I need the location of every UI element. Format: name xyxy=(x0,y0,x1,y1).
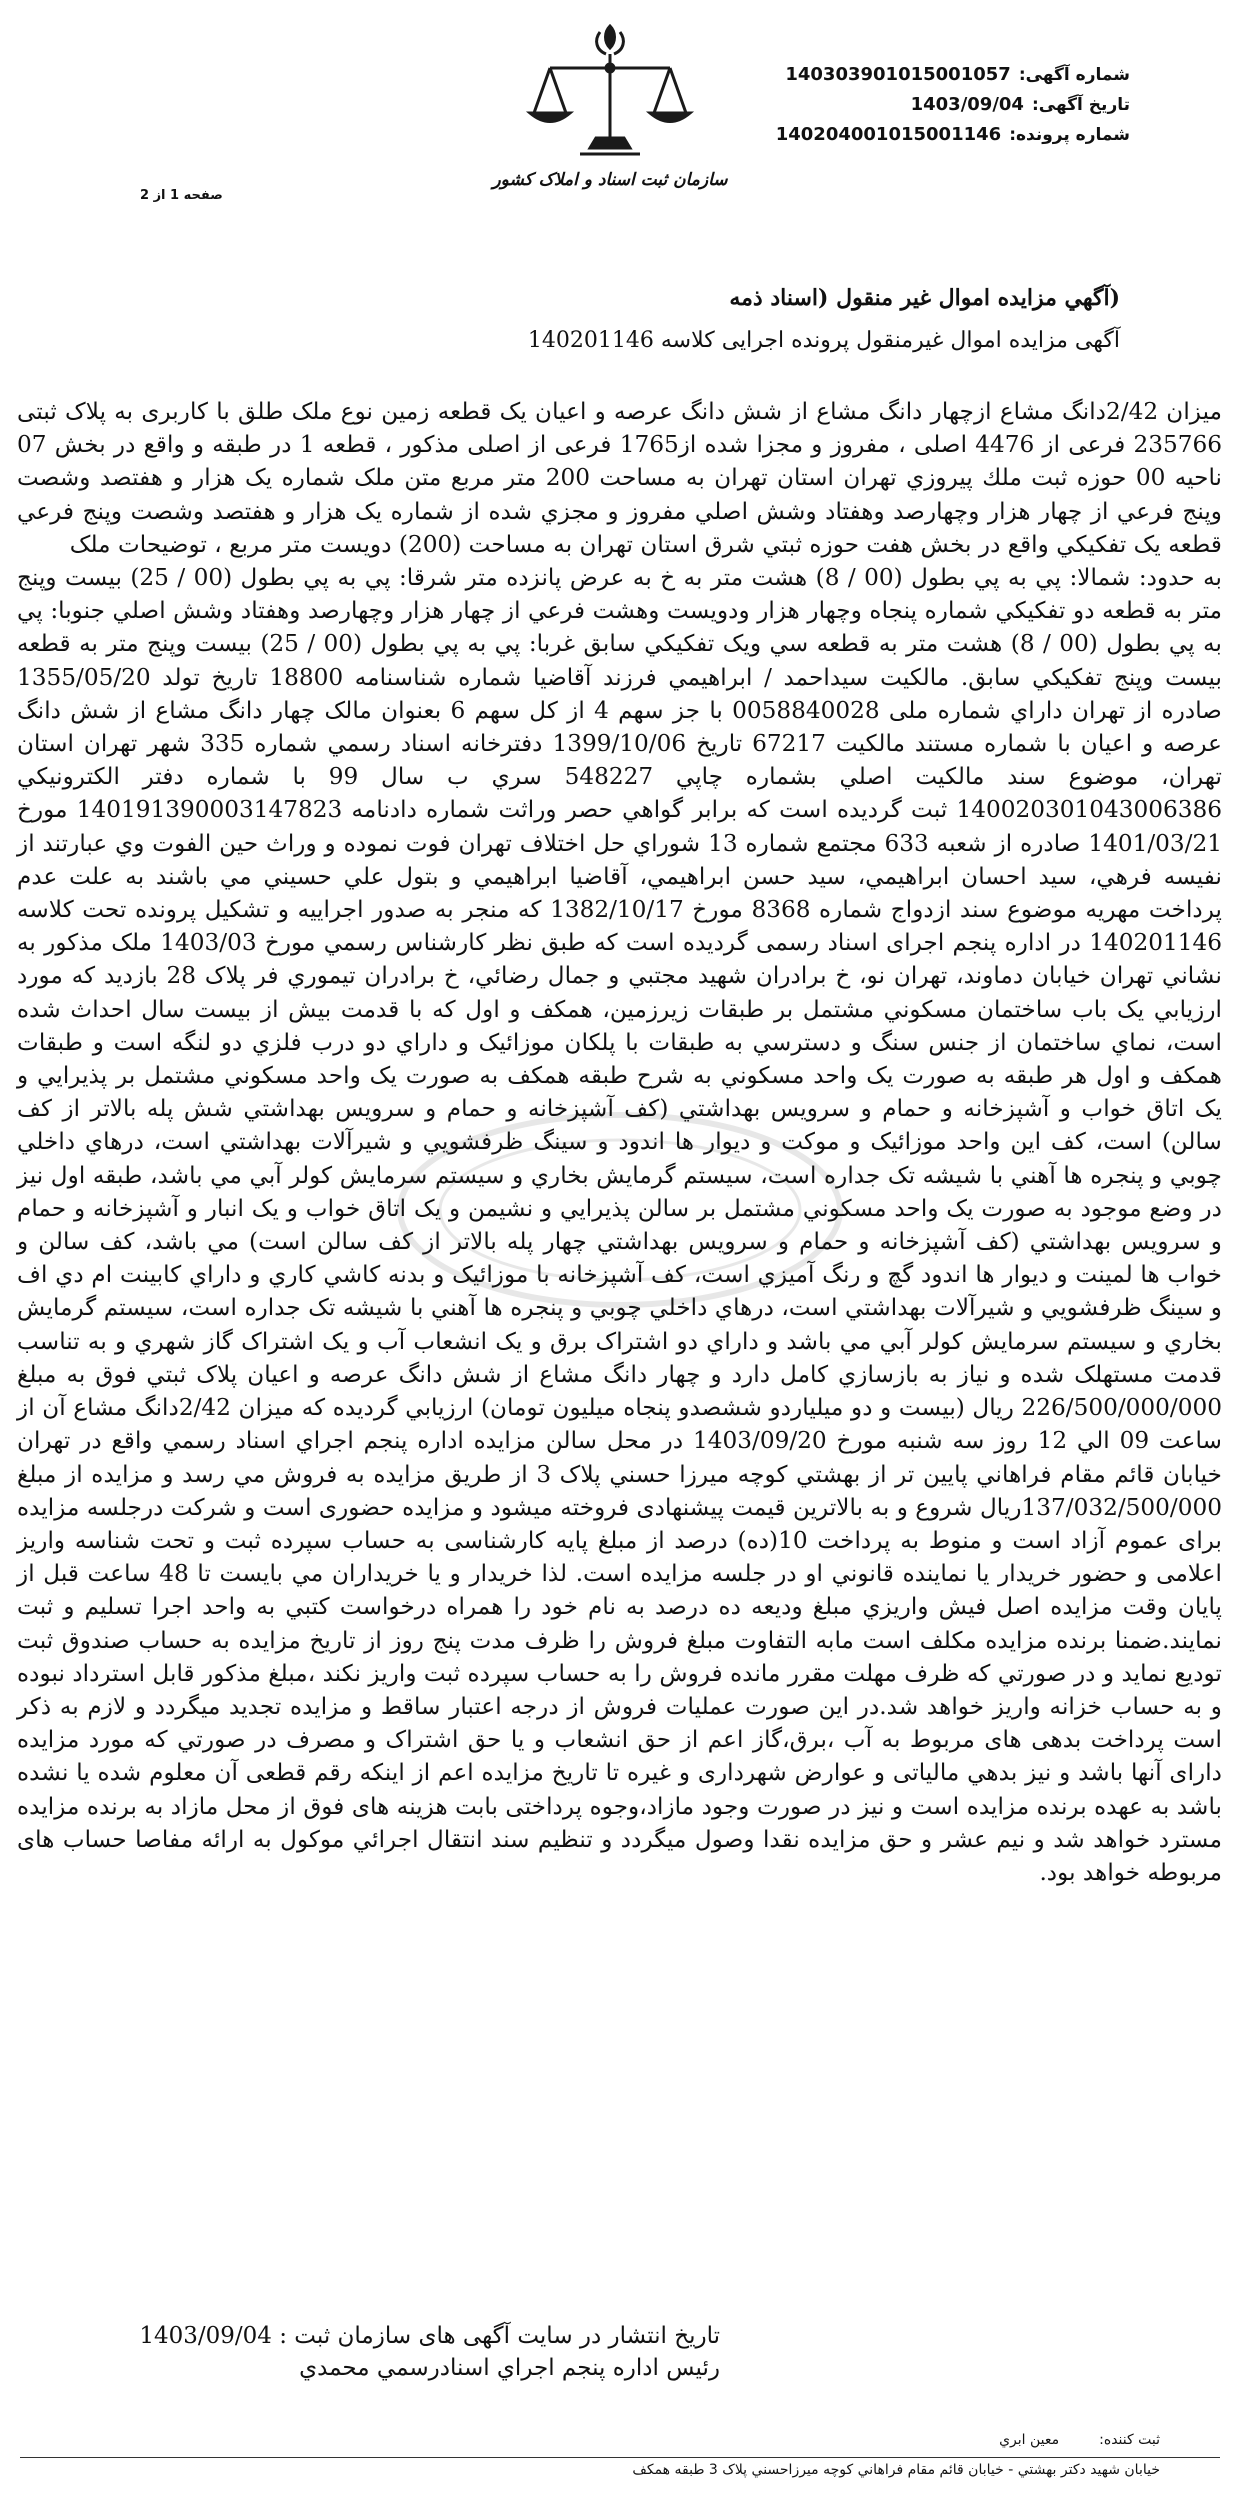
ad-number: 140303901015001057 xyxy=(785,64,1011,85)
case-number: 140204001015001146 xyxy=(775,124,1002,145)
ad-date-label: تاریخ آگهی: xyxy=(1031,95,1130,115)
ad-date-row xyxy=(710,90,1130,120)
notice-title: (آگهي مزايده اموال غير منقول (اسناد ذمه xyxy=(729,285,1120,311)
auction-terms-paragraph: به حدود: شمالا: پي به پي بطول (00 / 8) هشت متر به خ به عرض پانزده متر شرقا: پي به پي بطول (00 / 25) بيست وپنج متر به قطعه دو تفکيکي شماره پنجاه وچهار هزار ودويست وهشت فرعي از چهار هزار وچهارصد وهفتاد وشش اصلي جنوبا: پي به پي بطول (00 / 8) هشت متر به قطعه سي ويک تفکيکي سابق غربا: پي به پي بطول (00 / 25) بيست وپنج متر به قطعه بيست وپنج تفکيکي سابق. مالکيت سيداحمد / ابراهيمي فرزند آقاضيا شماره شناسنامه 18800 تاريخ تولد 1355/05/20 صادره از تهران داراي شماره ملی 0058840028 با جز سهم 4 از کل سهم 6 بعنوان مالک چهار دانگ مشاع از شش دانگ عرصه و اعيان با شماره مستند مالکيت 67217 تاريخ 1399/10/06 دفترخانه اسناد رسمي شماره 335 شهر تهران استان تهران، موضوع سند مالکيت اصلي بشماره چاپي 548227 سري ب سال 99 با شماره دفتر الکترونيکي 140020301043006386 ثبت گرديده است که برابر گواهي حصر وراثت شماره دادنامه 140191390003147823 مورخ 1401/03/21 صادره از شعبه 633 مجتمع شماره 13 شوراي حل اختلاف تهران فوت نموده و وراث حين الفوت وي عبارتند از نفيسه فرهي، سيد احسان ابراهيمي، سيد حسن ابراهيمي، آقاضيا ابراهيمي و بتول علي حسيني مي باشند به علت عدم پرداخت مهريه موضوع سند ازدواج شماره 8368 مورخ 1382/10/17 كه منجر به صدور اجراييه و تشکيل پرونده تحت کلاسه 140201146 در اداره پنجم اجرای اسناد رسمی گرديده است که طبق نظر کارشناس رسمي مورخ 1403/03 ملک مذکور به نشاني تهران خيابان دماوند، تهران نو، خ برادران شهيد مجتبي و جمال رضائي، خ برادران تيموري فر پلاک 28 بازديد که مورد ارزيابي يک باب ساختمان مسکوني مشتمل بر طبقات زيرزمين، همکف و اول که با قدمت بيش از بيست سال احداث شده است، نماي ساختمان از جنس سنگ و دسترسي به طبقات با پلکان موزائيک و داراي دو درب فلزي دو لنگه است و طبقات همکف و اول هر طبقه به صورت يک واحد مسکوني به شرح طبقه همکف به صورت يک واحد مسکوني مشتمل بر پذيرايي و يک اتاق خواب و آشپزخانه و حمام و سرويس بهداشتي (کف آشپزخانه و حمام و سرويس بهداشتي شش پله بالاتر از کف سالن) است، کف اين واحد موزائيک و موکت و ديوار ها اندود و سينگ ظرفشويي و شيرآلات بهداشتي است، درهاي داخلي چوبي و پنجره ها آهني با شيشه تک جداره است، سيستم گرمايش بخاري و سيستم سرمايش کولر آبي مي باشد، طبقه اول نيز در وضع موجود به صورت يک واحد مسکوني مشتمل بر سالن پذيرايي و نشيمن و يک اتاق خواب و يک انبار و آشپزخانه و حمام و سرويس بهداشتي (کف آشپزخانه و حمام و سرويس بهداشتي چهار پله بالاتر از کف سالن است) مي باشد، کف سالن و خواب ها لمينت و ديوار ها اندود گچ و رنگ آميزي است، کف آشپزخانه با موزائيک و بدنه کاشي کاري و داراي کابينت ام دي اف و سينگ ظرفشويي و شيرآلات بهداشتي است، درهاي داخلي چوبي و پنجره ها آهني با شيشه تک جداره است، سيستم گرمايش بخاري و سيستم سرمايش کولر آبي مي باشد و داراي دو اشتراک برق و يک انشعاب آب و يک اشتراک گاز شهري و به تناسب قدمت مستهلک شده و نياز به بازسازي کامل دارد و چهار دانگ مشاع از شش دانگ عرصه و اعيان پلاک ثبتي فوق به مبلغ 226/500/000/000 ريال (بيست و دو ميلياردو ششصدو پنجاه ميليون تومان) ارزيابي گرديده که ميزان 2/42دانگ مشاع آن از ساعت 09 الي 12 روز سه شنبه مورخ 1403/09/20 در محل سالن مزايده اداره پنجم اجراي اسناد رسمي واقع در تهران خيابان قائم مقام فراهاني پايين تر از بهشتي کوچه ميرزا حسني پلاک 3 از طريق مزايده به فروش مي رسد و مزايده از مبلغ 137/032/500/000ريال شروع و به بالاترين قيمت پيشنهادی فروخته ميشود و مزايده حضوری است و شرکت درجلسه مزايده برای عموم آزاد است و منوط به پرداخت 10(ده) درصد از مبلغ پايه کارشناسی به حساب سپرده ثبت و تحت شناسه واريز اعلامی و حضور خريدار يا نماينده قانوني او در جلسه مزايده است. لذا خريدار و يا خريداران مي بايست تا 48 ساعت قبل از پايان وقت مزايده اصل فيش واريزي مبلغ وديعه ده درصد به نام خود را همراه درخواست کتبي به واحد اجرا تسليم و ثبت نمايند.ضمنا برنده مزايده مکلف است مابه التفاوت مبلغ فروش را ظرف مدت پنج روز از تاريخ مزايده به حساب صندوق ثبت توديع نمايد و در صورتي که ظرف مهلت مقرر مانده فروش را به حساب سپرده ثبت واريز نکند ،مبلغ مذکور قابل استرداد نبوده و به حساب خزانه واريز خواهد شد.در اين صورت عمليات فروش از درجه اعتبار ساقط و مزايده تجديد ميگردد و لازم به ذکر است پرداخت بدهی های مربوط به آب ،برق،گاز اعم از حق انشعاب و يا حق اشتراک و مصرف در صورتي که مورد مزايده دارای آنها باشد و نيز بدهي مالياتی و عوارض شهرداری و غيره تا تاريخ مزايده اعم از اينکه رقم قطعی آن معلوم شده يا نشده باشد به عهده برنده مزايده است و نيز در صورت وجود مازاد،وجوه پرداختی بابت هزينه های فوق از محل مازاد به برنده مزايده مسترد خواهد شد و نيم عشر و حق مزايده نقدا وصول ميگردد و تنظيم سند انتقال اجرائي موکول به ارائه مفاصا حساب های مربوطه خواهد بود. xyxy=(17,564,1223,1886)
ad-date: 1403/09/04 xyxy=(910,94,1024,115)
footer-divider xyxy=(20,2457,1220,2458)
organization-name: سازمان ثبت اسناد و املاک کشور xyxy=(492,170,728,190)
property-description-paragraph: ميزان 2/42دانگ مشاع ازچهار دانگ مشاع از شش دانگ عرصه و اعيان يک قطعه زمين نوع ملک طلق با کاربری به پلاک ثبتی 235766 فرعی از 4476 اصلی ، مفروز و مجزا شده از1765 فرعی از اصلی مذکور ، قطعه 1 در طبقه و واقع در بخش 07 ناحيه 00 حوزه ثبت ملك پيروزي تهران استان تهران به مساحت 200 متر مربع متن ملک شماره يک هزار و هفتصد وشصت وپنج فرعي از چهار هزار وچهارصد وهفتاد وشش اصلي مفروز و مجزي شده از شماره يک هزار و هفتصد وشصت وپنج فرعي قطعه يک تفکيکي واقع در بخش هفت حوزه ثبتي شرق استان تهران به مساحت (200) دويست متر مربع ، توضيحات ملک xyxy=(17,398,1223,558)
ad-metadata xyxy=(710,60,1130,150)
signer-line: رئيس اداره پنجم اجراي اسنادرسمي محمدي xyxy=(299,2355,720,2381)
registrar-label: ثبت کننده: xyxy=(1099,2432,1160,2448)
case-number-label: شماره پرونده: xyxy=(1009,125,1130,145)
registrar-name: معين ابري xyxy=(999,2432,1060,2448)
ad-number-row xyxy=(710,60,1130,90)
notice-body xyxy=(17,395,1222,1889)
case-number-row xyxy=(710,120,1130,150)
footer-address: خيابان شهيد دکتر بهشتي - خيابان قائم مقام فراهاني كوچه ميرزاحسني پلاک 3 طبقه همکف xyxy=(632,2462,1160,2478)
notice-subtitle: آگهی مزایده اموال غیرمنقول پرونده اجرایی کلاسه 140201146 xyxy=(527,328,1120,353)
footer-registrar xyxy=(999,2432,1160,2448)
ad-number-label: شماره آگهی: xyxy=(1018,65,1130,85)
publication-date-line: تاريخ انتشار در سايت آگهی های سازمان ثبت : 1403/09/04 xyxy=(139,2323,720,2349)
page-indicator: صفحه 1 از 2 xyxy=(140,188,223,203)
judiciary-scales-emblem-icon xyxy=(520,18,700,228)
